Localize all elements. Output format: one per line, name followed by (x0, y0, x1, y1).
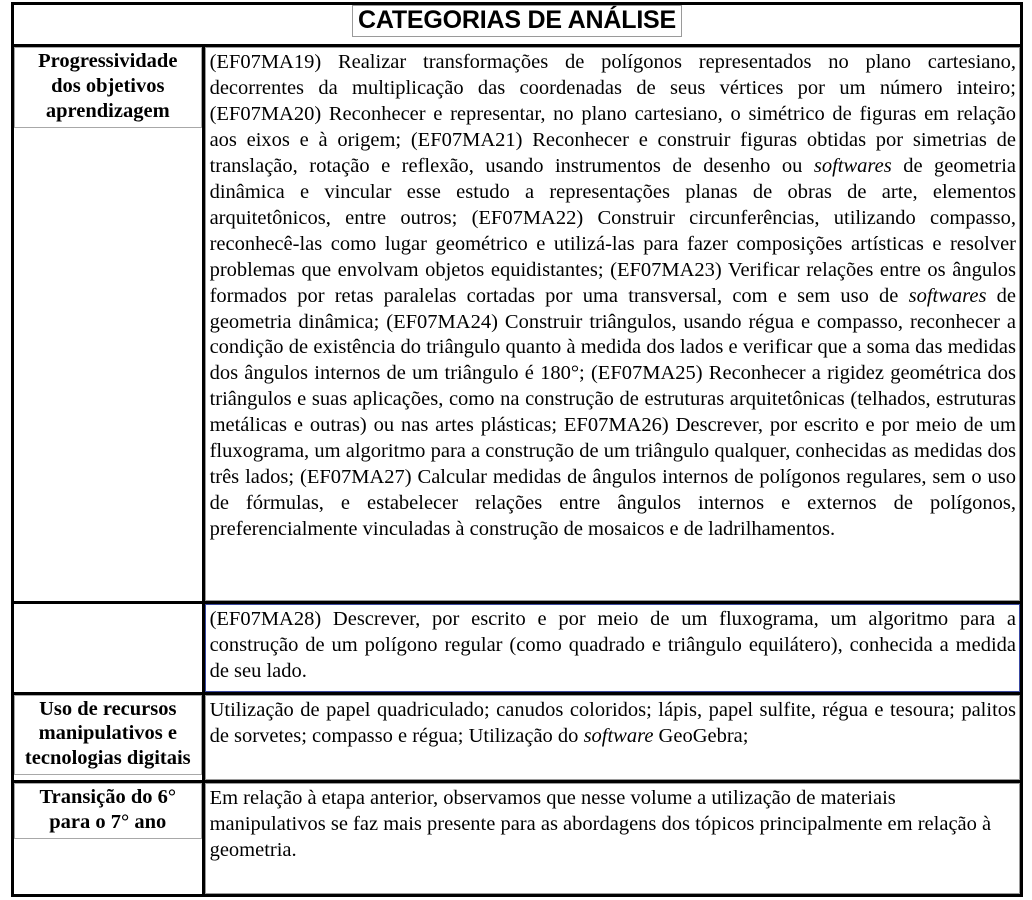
category-body-cell-recursos (203, 693, 1021, 782)
category-label-transicao: Transição do 6° para o 7° ano (14, 783, 202, 839)
category-label-cell-transicao (13, 782, 204, 896)
title-cell (13, 4, 1022, 46)
categorias-de-analise-table (11, 2, 1023, 897)
category-body-cell-progressividade (203, 46, 1021, 603)
table-row (13, 782, 1022, 896)
category-label-cell-empty (13, 603, 204, 694)
category-label-progressividade: Progressividade dos objetivos aprendizagem (14, 47, 202, 127)
category-label-cell-progressividade (13, 46, 204, 603)
category-body-cell-ma28 (203, 603, 1021, 694)
category-label-cell-recursos (13, 693, 204, 782)
page-title: CATEGORIAS DE ANÁLISE (352, 5, 682, 37)
table-row (13, 46, 1022, 603)
category-body-progressividade: (EF07MA19) Realizar transformações de polígonos representados no plano cartesiano, decorrentes da multiplicação das coordenadas de seus vértices por um número inteiro; (EF07MA20) Reconhecer e representar, no plano cartesiano, o simétrico de figuras em relação aos eixos e à origem; (EF07MA21) Reconhecer e construir figuras obtidas por simetrias de translação, rotação e reflexão, usando instrumentos de desenho ou softwares de geometria dinâmica e vincular esse estudo a representações planas de obras de arte, elementos arquitetônicos, entre outros; (EF07MA22) Construir circunferências, utilizando compasso, reconhecê-las como lugar geométrico e utilizá-las para fazer composições artísticas e resolver problemas que envolvam objetos equidistantes; (EF07MA23) Verificar relações entre os ângulos formados por retas paralelas cortadas por uma transversal, com e sem uso de softwares de geometria dinâmica; (EF07MA24) Construir triângulos, usando régua e compasso, reconhecer a condição de existência do triângulo quanto à medida dos lados e verificar que a soma das medidas dos ângulos internos de um triângulo é 180°; (EF07MA25) Reconhecer a rigidez geométrica dos triângulos e suas aplicações, como na construção de estruturas arquitetônicas (telhados, estruturas metálicas e outras) ou nas artes plásticas; EF07MA26) Descrever, por escrito e por meio de um fluxograma, um algoritmo para a construção de um triângulo qualquer, conhecidas as medidas dos três lados; (EF07MA27) Calcular medidas de ângulos internos de polígonos regulares, sem o uso de fórmulas, e estabelecer relações entre ângulos internos e externos de polígonos, preferencialmente vinculadas à construção de mosaicos e de ladrilhamentos. (205, 47, 1020, 601)
category-body-ma28: (EF07MA28) Descrever, por escrito e por meio de um fluxograma, um algoritmo para a construção de um polígono regular (como quadrado e triângulo equilátero), conhecida a medida de seu lado. (205, 604, 1020, 692)
category-body-cell-transicao (203, 782, 1021, 896)
table-row (13, 603, 1022, 694)
category-label-recursos: Uso de recursos manipulativos e tecnologias digitais (14, 695, 202, 775)
table-row-title (13, 4, 1022, 46)
table-row (13, 693, 1022, 782)
category-body-transicao: Em relação à etapa anterior, observamos que nesse volume a utilização de materiais manipulativos se faz mais presente para as abordagens dos tópicos principalmente em relação à geometria. (205, 783, 1020, 894)
category-body-recursos: Utilização de papel quadriculado; canudos coloridos; lápis, papel sulfite, régua e tesoura; palitos de sorvetes; compasso e régua; Utilização do software GeoGebra; (205, 695, 1020, 781)
